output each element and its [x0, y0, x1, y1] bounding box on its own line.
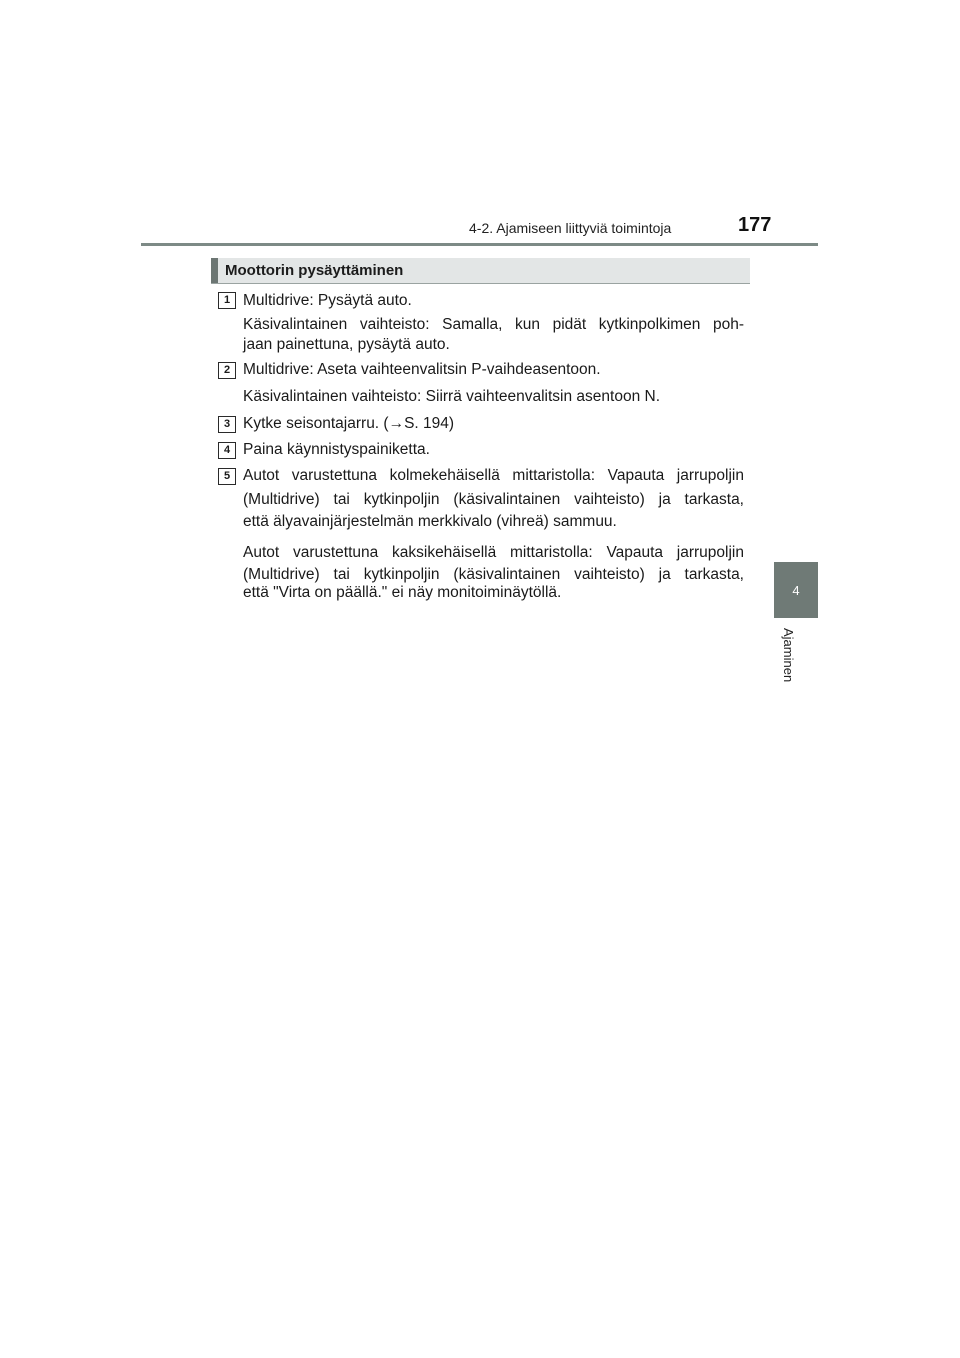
step-1-line-3: jaan painettuna, pysäytä auto. — [243, 336, 450, 353]
step-number-2: 2 — [218, 362, 236, 379]
step-3-line-1: Kytke seisontajarru. (→S. 194) — [243, 415, 455, 432]
section-title: Moottorin pysäyttäminen — [225, 262, 404, 279]
step-5-line-3: että älyavainjärjestelmän merkkivalo (vihreä) sammuu. — [243, 513, 617, 530]
step-2-line-1: Multidrive: Aseta vaihteenvalitsin P-vaihdeasentoon. — [243, 361, 601, 378]
step-1-line-1: Multidrive: Pysäytä auto. — [243, 292, 412, 309]
step-2-line-2: Käsivalintainen vaihteisto: Siirrä vaihteenvalitsin asentoon N. — [243, 388, 661, 405]
chapter-number: 4 — [792, 582, 800, 598]
step-5-line-5: (Multidrive) tai kytkinpoljin (käsivalintainen vaihteisto) ja tarkasta, — [243, 566, 744, 583]
step-4-line-1: Paina käynnistyspainiketta. — [243, 441, 430, 458]
section-header-bar — [211, 258, 218, 283]
step-number-1: 1 — [218, 292, 236, 309]
step-5-line-6: että "Virta on päällä." ei näy monitoiminäytöllä. — [243, 584, 562, 601]
chapter-tab — [774, 562, 818, 618]
step-5-line-4: Autot varustettuna kaksikehäisellä mittaristolla: Vapauta jarrupoljin — [243, 544, 744, 561]
page-number: 177 — [738, 214, 772, 236]
step-number-5: 5 — [218, 468, 236, 485]
header-divider — [141, 243, 818, 246]
step-5-line-1: Autot varustettuna kolmekehäisellä mittaristolla: Vapauta jarrupoljin — [243, 467, 744, 484]
chapter-label: Ajaminen — [781, 628, 796, 683]
step-5-line-2: (Multidrive) tai kytkinpoljin (käsivalintainen vaihteisto) ja tarkasta, — [243, 491, 744, 508]
step-number-4: 4 — [218, 442, 236, 459]
step-number-3: 3 — [218, 416, 236, 433]
running-header-section: 4-2. Ajamiseen liittyviä toimintoja — [469, 220, 672, 236]
step-1-line-2: Käsivalintainen vaihteisto: Samalla, kun pidät kytkinpolkimen poh- — [243, 316, 744, 333]
section-header — [211, 258, 750, 284]
